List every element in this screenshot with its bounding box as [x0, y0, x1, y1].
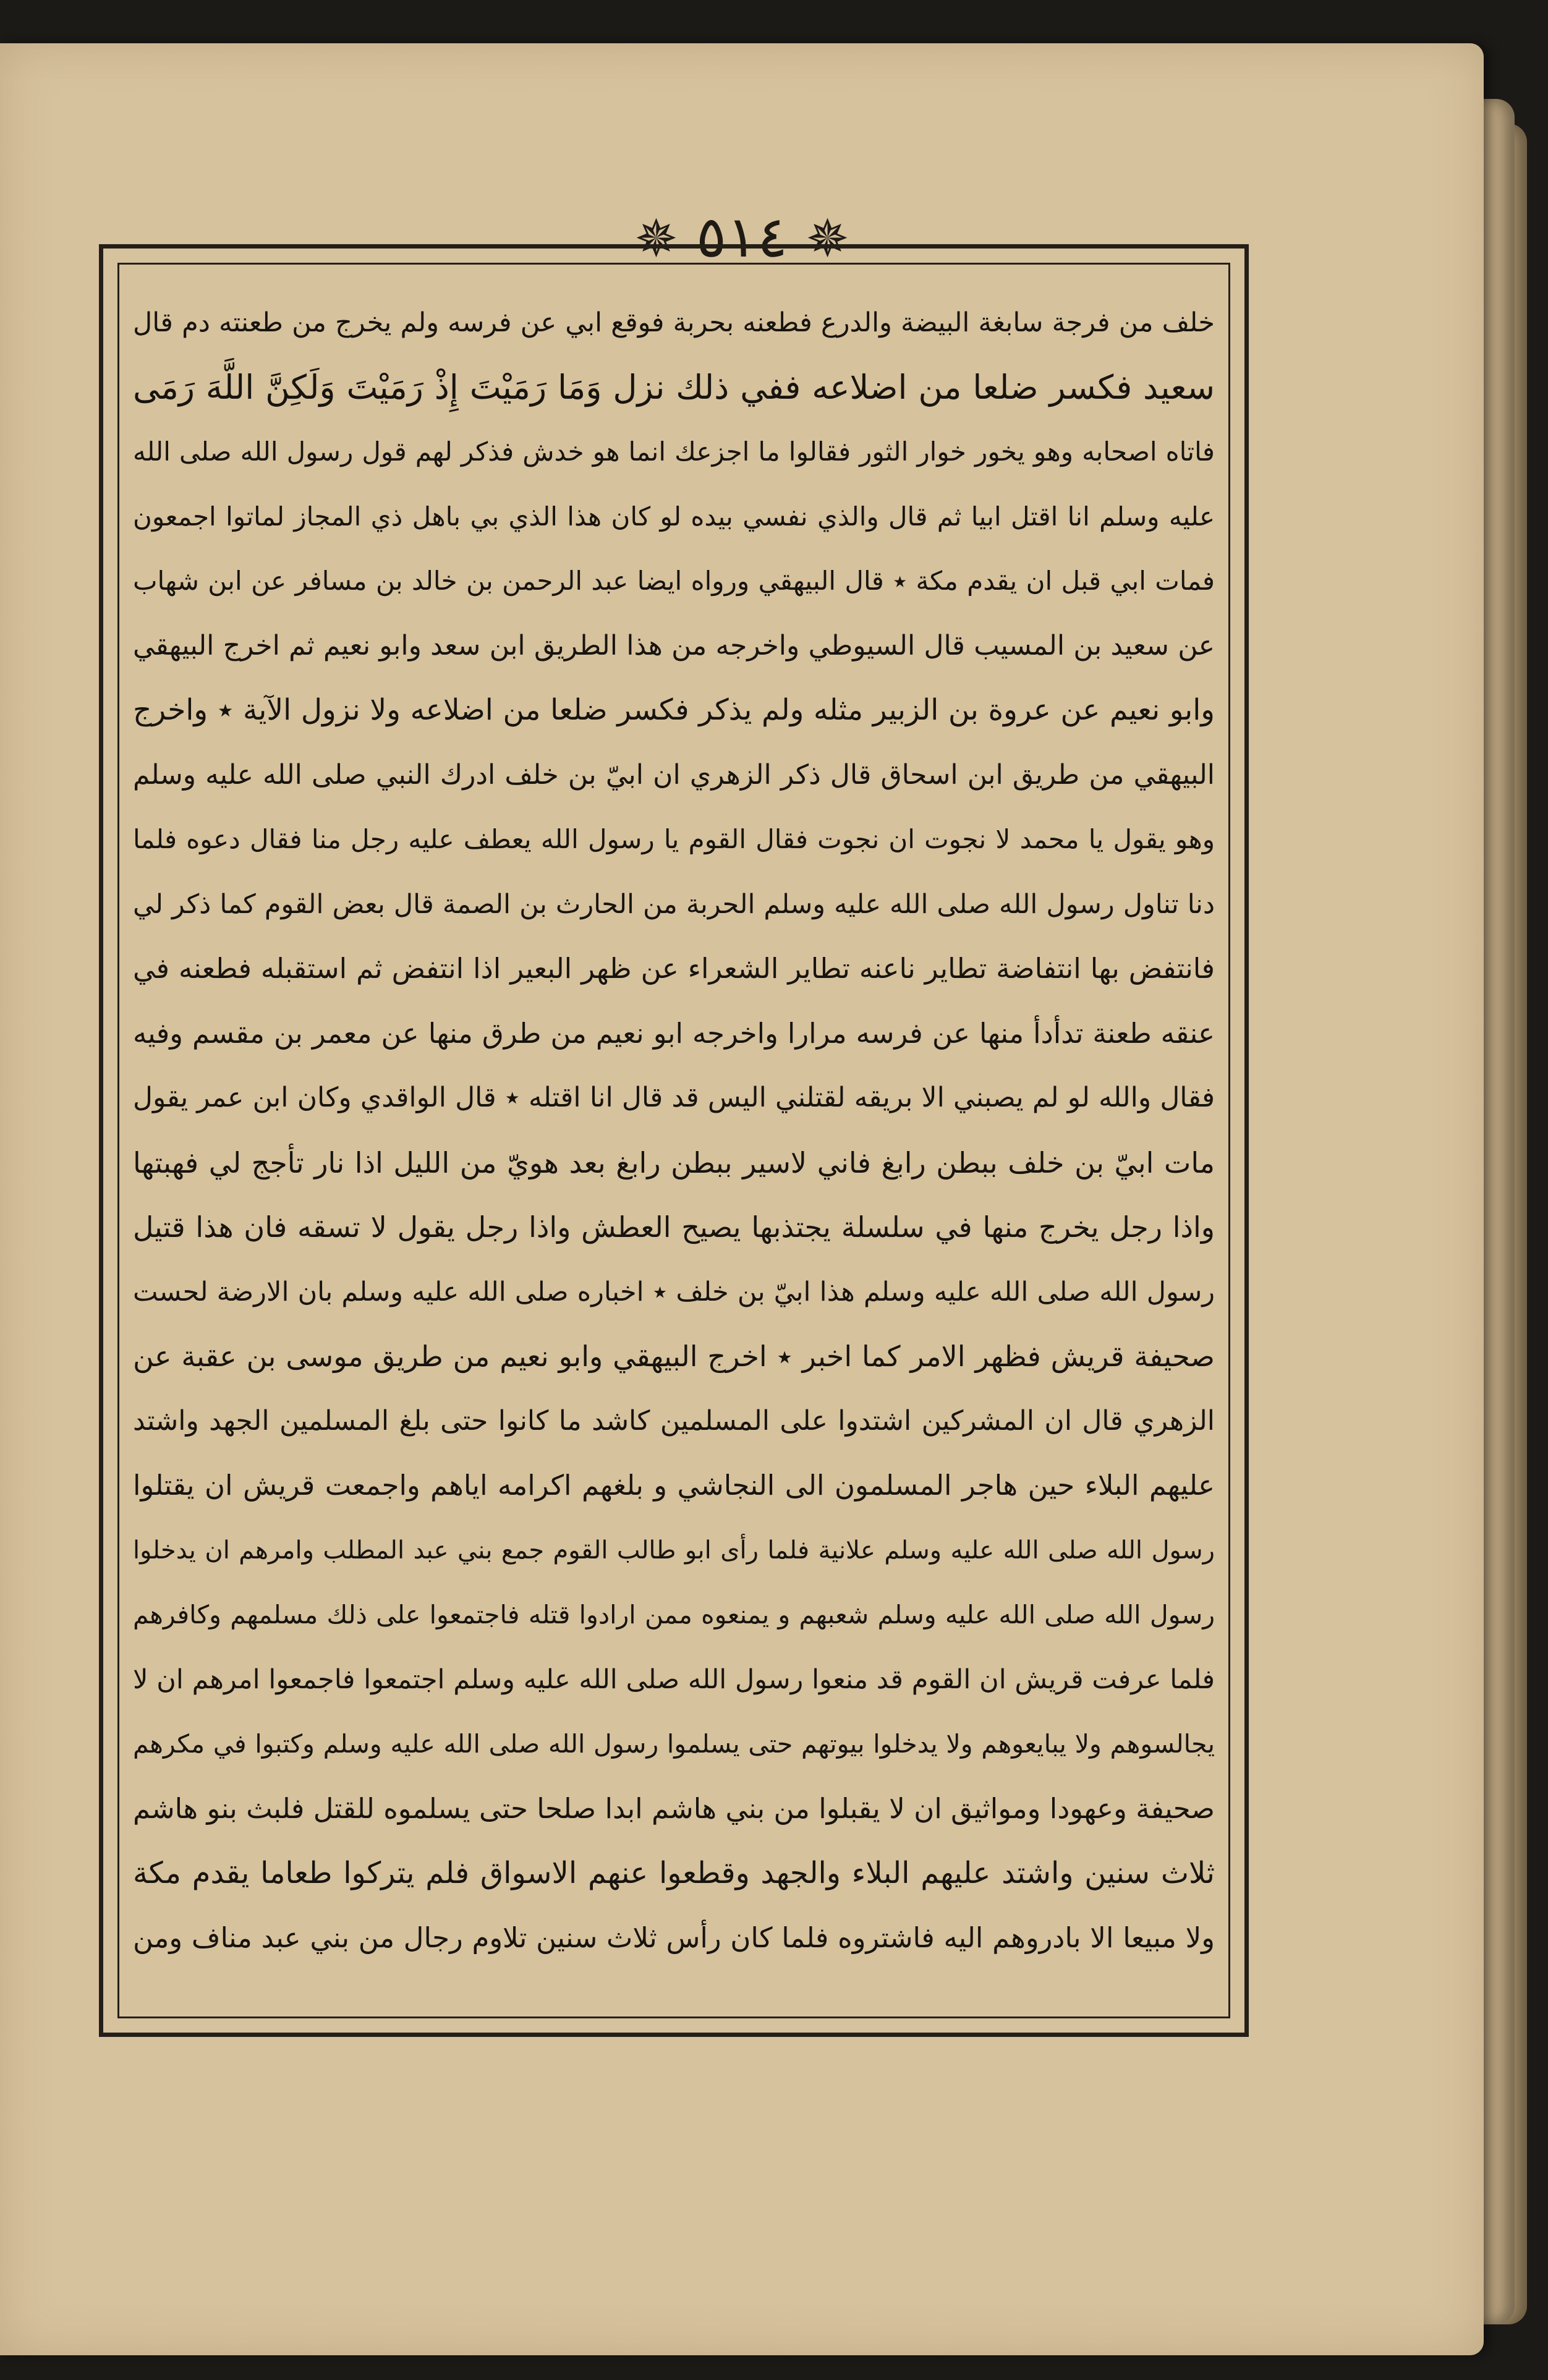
text-line: وابو نعيم عن عروة بن الزبير مثله ولم يذكر فكسر ضلعا من اضلاعه ولا نزول الآية ٭ واخرج: [133, 693, 1215, 727]
text-line: ثلاث سنين واشتد عليهم البلاء والجهد وقطعوا عنهم الاسواق فلم يتركوا طعاما يقدم مكة: [133, 1856, 1215, 1890]
star-ornament-icon: ✵: [806, 208, 849, 269]
text-line: البيهقي من طريق ابن اسحاق قال ذكر الزهري ان ابيّ بن خلف ادرك النبي صلى الله عليه وسلم: [133, 759, 1215, 791]
text-line: وهو يقول يا محمد لا نجوت ان نجوت فقال القوم يا رسول الله يعطف عليه رجل منا فقال دعوه فلما: [133, 824, 1215, 854]
text-line: ولا مبيعا الا بادروهم اليه فاشتروه فلما كان رأس ثلاث سنين تلاوم رجال من بني عبد مناف ومن: [133, 1921, 1215, 1954]
text-line: واذا رجل يخرج منها في سلسلة يجتذبها يصيح العطش واذا رجل يقول لا تسقه فان هذا قتيل: [133, 1210, 1215, 1244]
text-line: فقال والله لو لم يصبني الا بريقه لقتلني اليس قد قال انا اقتله ٭ قال الواقدي وكان ابن عمر يقول: [133, 1082, 1215, 1113]
star-ornament-icon: ✵: [634, 208, 678, 269]
text-body: [133, 291, 1215, 2009]
text-line: خلف من فرجة سابغة البيضة والدرع فطعنه بحربة فوقع ابي عن فرسه ولم يخرج من طعنته دم قال: [133, 307, 1215, 338]
text-line: رسول الله صلى الله عليه وسلم هذا ابيّ بن خلف ٭ اخباره صلى الله عليه وسلم بان الارضة لحست: [133, 1276, 1215, 1307]
text-line: عنقه طعنة تدأدأ منها عن فرسه مرارا واخرجه ابو نعيم من طرق منها عن معمر بن مقسم وفيه: [133, 1016, 1215, 1050]
text-line: مات ابيّ بن خلف ببطن رابغ فاني لاسير ببطن رابغ بعد هويّ من الليل اذا نار تأجج لي فهبتها: [133, 1145, 1215, 1179]
text-line: عليه وسلم انا اقتل ابيا ثم قال والذي نفسي بيده لو كان هذا الذي بي باهل ذي المجاز لماتوا اجمعون: [133, 501, 1215, 532]
text-line: فمات ابي قبل ان يقدم مكة ٭ قال البيهقي ورواه ايضا عبد الرحمن بن خالد بن مسافر عن ابن شهاب: [133, 566, 1215, 596]
text-line: عن سعيد بن المسيب قال السيوطي واخرجه من هذا الطريق ابن سعد وابو نعيم ثم اخرج البيهقي: [133, 629, 1215, 661]
text-line: دنا تناول رسول الله صلى الله عليه وسلم الحربة من الحارث بن الصمة قال بعض القوم كما ذكر لي: [133, 888, 1215, 920]
text-line: الزهري قال ان المشركين اشتدوا على المسلمين كاشد ما كانوا حتى بلغ المسلمين الجهد واشتد: [133, 1405, 1215, 1437]
text-line: يجالسوهم ولا يبايعوهم ولا يدخلوا بيوتهم حتى يسلموا رسول الله صلى الله عليه وسلم وكتبوا في مكرهم: [133, 1729, 1215, 1759]
page-number: ٥١٤: [695, 204, 788, 270]
text-line: فلما عرفت قريش ان القوم قد منعوا رسول الله صلى الله عليه وسلم اجتمعوا فاجمعوا امرهم ان لا: [133, 1664, 1215, 1695]
text-line: صحيفة قريش فظهر الامر كما اخبر ٭ اخرج البيهقي وابو نعيم من طريق موسى بن عقبة عن: [133, 1340, 1215, 1373]
text-line: رسول الله صلى الله عليه وسلم شعبهم و يمنعوه ممن ارادوا قتله فاجتمعوا على ذلك مسلمهم وكافرهم: [133, 1600, 1215, 1630]
text-line: عليهم البلاء حين هاجر المسلمون الى النجاشي و بلغهم اكرامه اياهم واجمعت قريش ان يقتلوا: [133, 1469, 1215, 1502]
text-line: سعيد فكسر ضلعا من اضلاعه ففي ذلك نزل وَمَا رَمَيْتَ إِذْ رَمَيْتَ وَلَكِنَّ اللَّهَ رَمَى: [133, 367, 1215, 407]
text-line: صحيفة وعهودا ومواثيق ان لا يقبلوا من بني هاشم ابدا صلحا حتى يسلموه للقتل فلبث بنو هاشم: [133, 1791, 1215, 1825]
text-line: فانتفض بها انتفاضة تطاير ناعنه تطاير الشعراء عن ظهر البعير اذا انتفض ثم استقبله فطعنه في: [133, 952, 1215, 985]
text-line: فاتاه اصحابه وهو يخور خوار الثور فقالوا ما اجزعك انما هو خدش فذكر لهم قول رسول الله صلى الله: [133, 436, 1215, 467]
text-line: رسول الله صلى الله عليه وسلم علانية فلما رأى ابو طالب القوم جمع بني عبد المطلب وامرهم ان يدخلوا: [133, 1536, 1215, 1565]
